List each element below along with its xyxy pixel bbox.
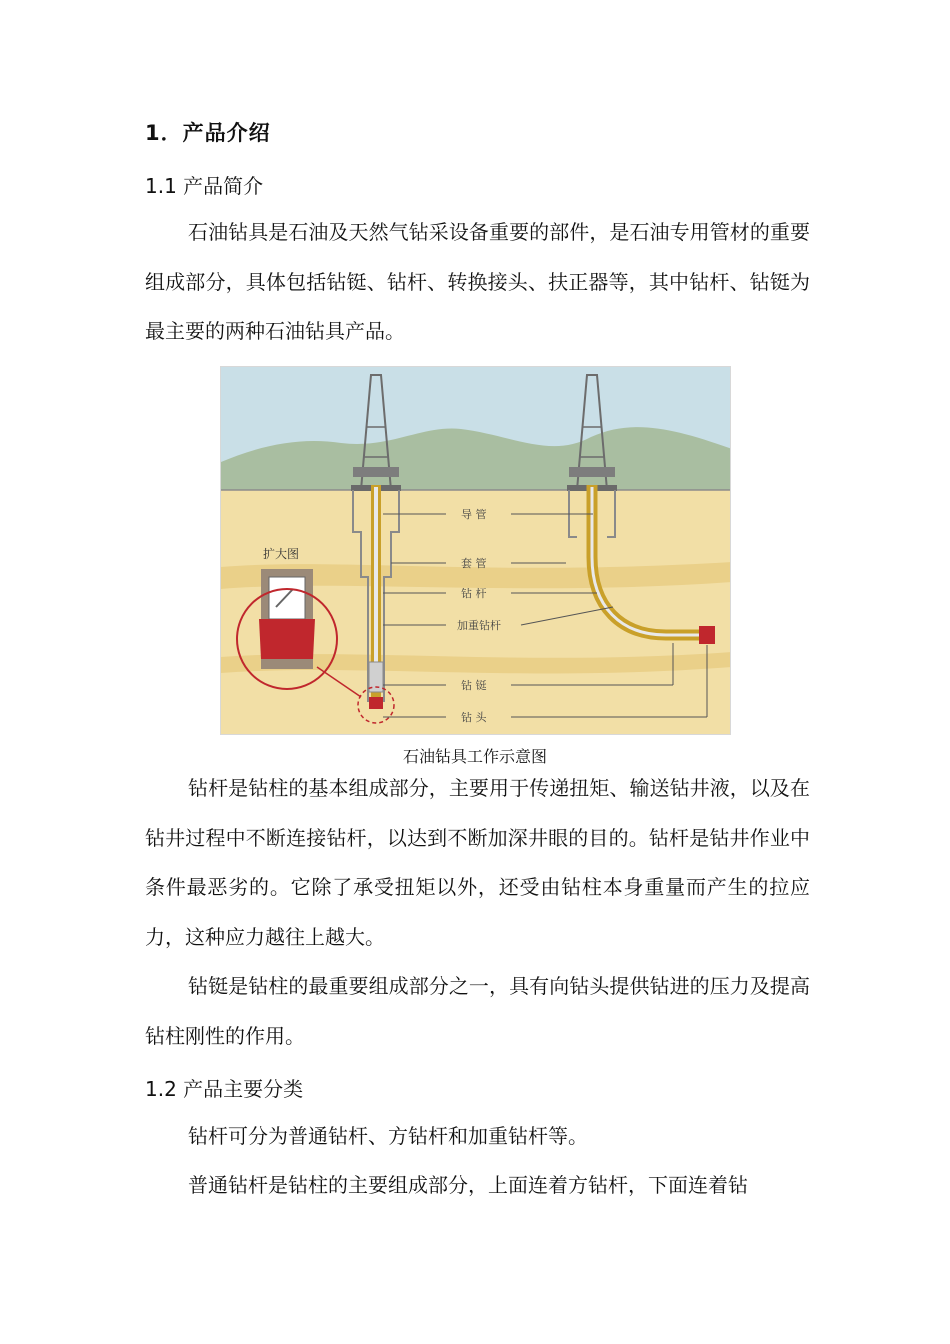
paragraph-intro: 石油钻具是石油及天然气钻采设备重要的部件，是石油专用管材的重要组成部分，具体包括钻铤、钻杆、转换接头、扶正器等，其中钻杆、钻铤为最主要的两种石油钻具产品。 [145,220,810,343]
label-heavy-pipe: 加重钻杆 [457,619,501,632]
enlarged-drill-bit [259,619,315,659]
paragraph-pipe-types: 钻杆可分为普通钻杆、方钻杆和加重钻杆等。 [188,1124,588,1148]
subheading-product-intro: 1.1 产品简介 [145,174,264,198]
paragraph-regular-pipe: 普通钻杆是钻柱的主要组成部分，上面连着方钻杆，下面连着钻 [188,1173,748,1197]
label-drill-pipe: 钻 杆 [461,587,487,600]
paragraph-drill-collar: 钻铤是钻柱的最重要组成部分之一，具有向钻头提供钻进的压力及提高钻柱刚性的作用。 [145,974,810,1048]
right-drill-bit [699,626,715,644]
figure-caption: 石油钻具工作示意图 [402,747,547,766]
subheading-classification: 1.2 产品主要分类 [145,1077,304,1101]
label-drill-bit: 钻 头 [461,711,487,724]
label-conductor: 导 管 [461,508,487,521]
section-heading: 1．产品介绍 [145,121,271,145]
label-enlarged: 扩大图 [263,547,300,561]
drilling-tool-figure [220,366,731,735]
drilling-diagram [221,367,731,735]
label-casing: 套 管 [461,557,487,570]
label-drill-collar: 钻 铤 [461,679,487,692]
left-drill-bit [369,697,383,709]
paragraph-drill-pipe: 钻杆是钻柱的基本组成部分，主要用于传递扭矩、输送钻井液，以及在钻井过程中不断连接钻杆，以达到不断加深井眼的目的。钻杆是钻井作业中条件最恶劣的。它除了承受扭矩以外，还受由钻柱本身重量而产生的拉应力，这种应力越往上越大。 [145,776,810,949]
